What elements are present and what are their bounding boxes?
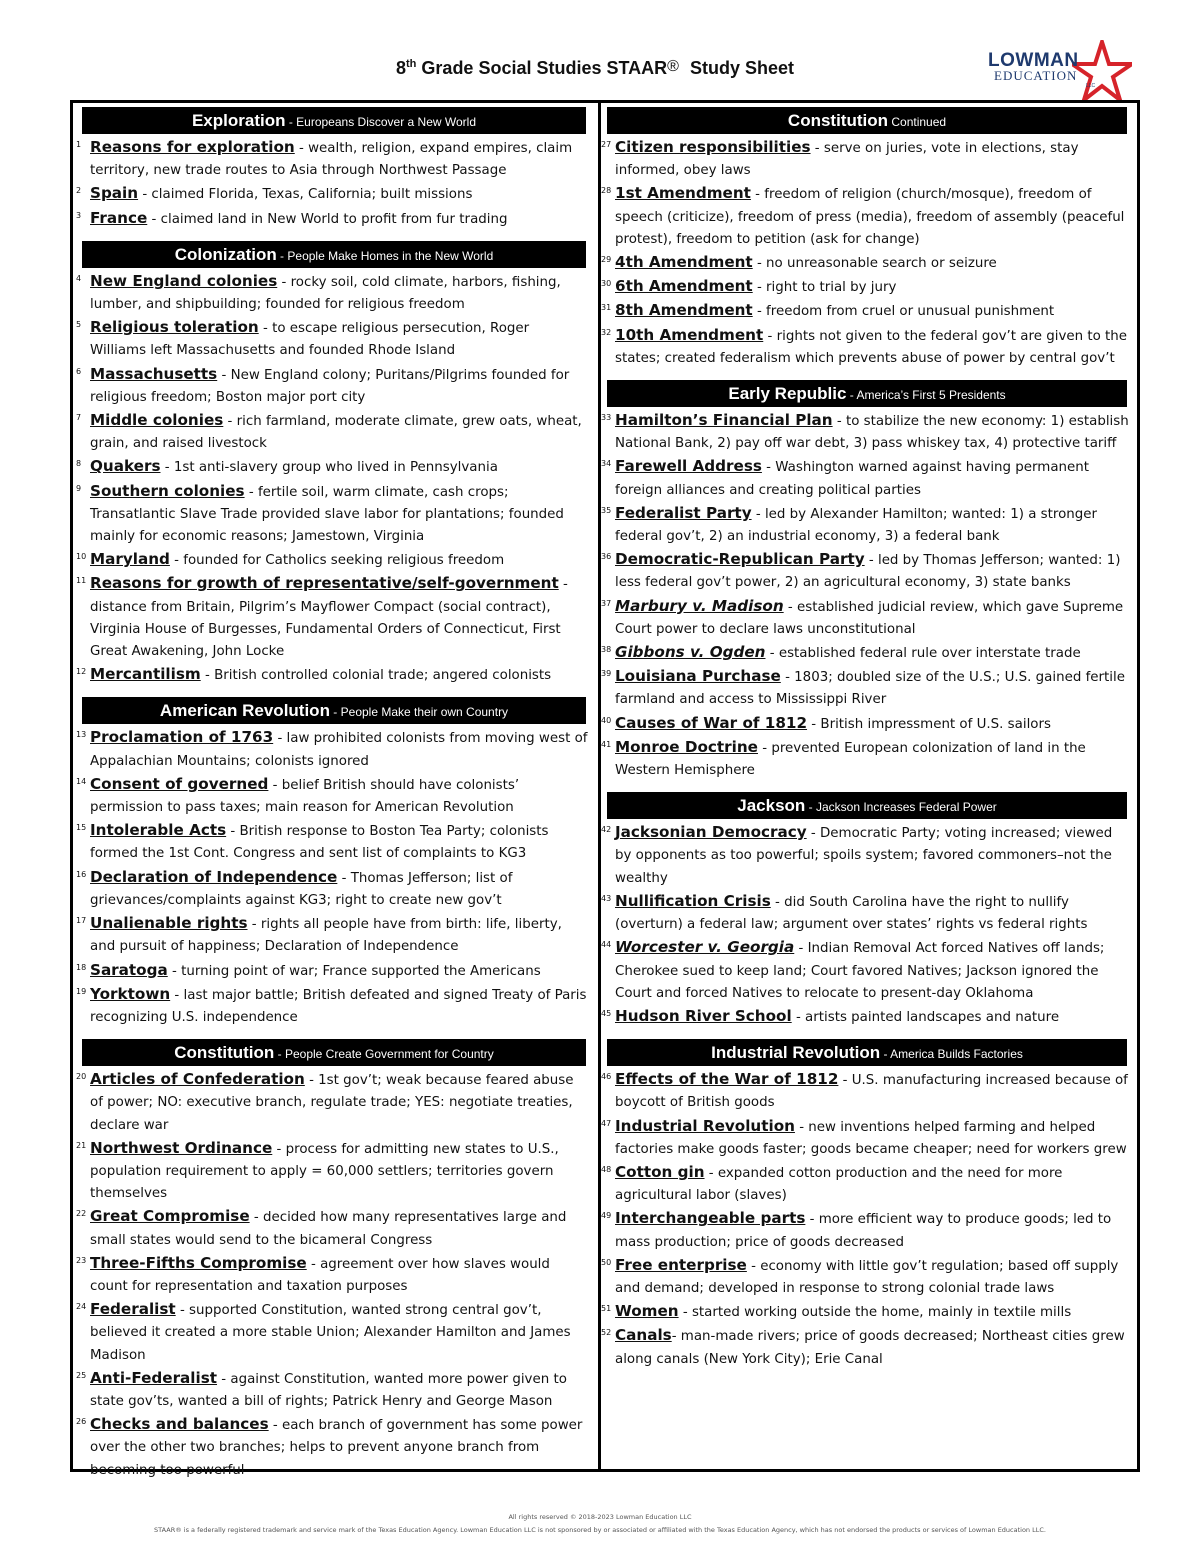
- study-item: [601, 548, 1131, 594]
- left-column: [76, 107, 588, 1492]
- item-term: Women: [615, 1302, 679, 1321]
- section-jackson: [601, 792, 1131, 1029]
- item-term: Canals: [615, 1326, 672, 1345]
- item-description: - decided how many representatives large and small states would send to the bicameral Congress: [90, 1210, 567, 1248]
- item-number: 11: [76, 576, 87, 586]
- study-item: [601, 299, 1131, 323]
- study-item: [76, 1252, 588, 1298]
- item-number: 12: [76, 667, 87, 677]
- section-heading: Constitution - People Create Government for Country: [82, 1039, 586, 1066]
- item-description: - 1803; doubled size of the U.S.; U.S. gained fertile farmland and access to Mississippi River: [615, 670, 1125, 708]
- title-text: Grade Social Studies STAAR: [421, 58, 668, 78]
- section-heading-subtitle: Europeans Discover a New World: [296, 115, 477, 129]
- item-description: - Washington warned against having permanent foreign alliances and creating political parties: [615, 460, 1090, 498]
- item-number: 36: [601, 552, 612, 562]
- item-number: 33: [601, 413, 612, 423]
- item-number: 1: [76, 140, 82, 149]
- item-description: - more efficient way to produce goods; led to mass production; price of goods decreased: [615, 1212, 1112, 1250]
- item-term: 10th Amendment: [615, 325, 764, 344]
- item-description: - belief British should have colonists’ permission to pass taxes; main reason for American Revolution: [90, 777, 520, 816]
- study-item: [76, 316, 588, 362]
- item-number: 19: [76, 986, 87, 996]
- study-item: [76, 959, 588, 983]
- footer-copyright: All rights reserved © 2018-2023 Lowman Education LLC: [508, 1513, 692, 1521]
- item-term: Cotton gin: [615, 1162, 705, 1181]
- section-heading-title: Colonization: [174, 244, 277, 264]
- study-item: [601, 1115, 1131, 1161]
- study-item: [601, 251, 1131, 275]
- study-item: [76, 363, 588, 409]
- item-description: - founded for Catholics seeking religious freedom: [169, 553, 505, 569]
- section-heading-subtitle: America’s First 5 Presidents: [856, 388, 1006, 403]
- item-number: 28: [601, 186, 612, 196]
- item-description: - rich farmland, moderate climate, grew oats, wheat, grain, and raised livestock: [90, 414, 582, 452]
- item-description: - British response to Boston Tea Party; colonists formed the 1st Cont. Congress and sent list of complaints to KG3: [90, 824, 549, 862]
- study-item: [76, 819, 588, 865]
- item-number: 27: [601, 140, 612, 149]
- item-term: Hudson River School: [615, 1006, 792, 1025]
- item-term: 4th Amendment: [615, 253, 753, 272]
- item-term: Gibbons v. Ogden: [615, 643, 766, 662]
- item-term: Southern colonies: [90, 481, 245, 500]
- item-number: 6: [76, 366, 82, 376]
- item-description: - serve on juries, vote in elections, stay informed, obey laws: [615, 141, 1079, 179]
- item-number: 23: [76, 1255, 87, 1265]
- item-term: Three-Fifths Compromise: [90, 1253, 307, 1272]
- item-term: Unalienable rights: [90, 914, 248, 933]
- item-number: 43: [601, 893, 612, 903]
- section-heading-subtitle: America Builds Factories: [890, 1047, 1023, 1062]
- study-item: [76, 572, 588, 663]
- item-term: Free enterprise: [615, 1255, 747, 1274]
- item-number: 4: [76, 273, 82, 283]
- item-term: Middle colonies: [90, 411, 224, 430]
- item-term: Democratic-Republican Party: [615, 550, 865, 569]
- section-heading: Jackson - Jackson Increases Federal Power: [607, 792, 1127, 819]
- item-description: - last major battle; British defeated and signed Treaty of Paris recognizing U.S. independence: [90, 987, 587, 1025]
- item-description: - rocky soil, cold climate, harbors, fishing, lumber, and shipbuilding; founded for religious freedom: [90, 274, 561, 313]
- item-term: Federalist Party: [615, 503, 752, 522]
- study-item: [601, 324, 1131, 370]
- item-number: 13: [76, 730, 87, 740]
- item-term: Nullification Crisis: [615, 891, 771, 910]
- item-number: 18: [76, 962, 87, 972]
- item-description: - process for admitting new states to U.S., population requirement to apply = 60,000 settlers; territories govern themselves: [90, 1141, 559, 1202]
- section-heading-title: Exploration: [191, 111, 286, 130]
- item-term: 1st Amendment: [615, 184, 751, 203]
- study-item: [76, 912, 588, 958]
- study-item: [601, 275, 1131, 299]
- item-description: - right to trial by jury: [752, 280, 897, 296]
- item-number: 51: [601, 1304, 612, 1314]
- section-heading-subtitle: People Create Government for Country: [284, 1047, 494, 1062]
- item-number: 8: [76, 459, 82, 469]
- item-description: - wealth, religion, expand empires, claim territory, new trade routes to Asia through Northwest Passage: [90, 141, 573, 179]
- item-description: - British controlled colonial trade; angered colonists: [200, 668, 552, 684]
- study-item: [76, 270, 588, 316]
- item-number: 10: [76, 552, 87, 562]
- study-item: [601, 409, 1131, 455]
- item-description: - led by Alexander Hamilton; wanted: 1) a stronger federal gov’t, 2) an industrial economy, 3) a federal bank: [615, 506, 1098, 545]
- study-item: [601, 821, 1131, 890]
- section-american-revolution: [76, 697, 588, 1029]
- item-term: Checks and balances: [90, 1415, 269, 1434]
- study-item: [601, 1324, 1131, 1370]
- item-number: 32: [601, 327, 612, 337]
- item-description: - turning point of war; France supported the Americans: [167, 963, 541, 979]
- item-description: - law prohibited colonists from moving west of Appalachian Mountains; colonists ignored: [90, 731, 588, 769]
- study-item: [601, 1207, 1131, 1253]
- item-description: - artists painted landscapes and nature: [791, 1009, 1060, 1025]
- item-term: Federalist: [90, 1300, 176, 1319]
- section-heading-title: Industrial Revolution: [711, 1043, 881, 1063]
- study-item: [76, 1413, 588, 1482]
- study-item: [601, 936, 1131, 1005]
- lowman-education-logo: [984, 40, 1134, 100]
- study-item: [76, 1367, 588, 1413]
- item-number: 17: [76, 916, 87, 926]
- item-number: 44: [601, 940, 612, 950]
- item-term: Reasons for exploration: [90, 138, 295, 156]
- item-term: Jacksonian Democracy: [615, 823, 807, 842]
- item-number: 16: [76, 869, 87, 879]
- study-item: [601, 712, 1131, 736]
- item-term: 8th Amendment: [615, 301, 753, 320]
- item-description: - new inventions helped farming and helped factories make goods faster; goods became cheaper; need for workers grew: [615, 1119, 1127, 1157]
- section-heading-title: Jackson: [737, 796, 806, 816]
- study-item: [601, 1300, 1131, 1324]
- item-term: Hamilton’s Financial Plan: [615, 411, 833, 430]
- item-number: 5: [76, 320, 82, 330]
- study-item: [76, 983, 588, 1029]
- item-number: 35: [601, 505, 612, 515]
- item-term: Industrial Revolution: [615, 1116, 795, 1135]
- item-term: Declaration of Independence: [90, 867, 338, 886]
- item-term: Mercantilism: [90, 665, 201, 684]
- right-column: [601, 107, 1131, 1381]
- item-number: 20: [76, 1072, 87, 1082]
- item-description: - Democratic Party; voting increased; viewed by opponents as too powerful; spoils system; favored commoners–not the wealthy: [615, 826, 1113, 886]
- section-heading: Exploration - Europeans Discover a New World: [82, 107, 586, 134]
- item-number: 7: [76, 413, 82, 423]
- study-item: [601, 1161, 1131, 1207]
- item-number: 38: [601, 645, 612, 655]
- title-grade-suffix: th: [406, 58, 417, 70]
- study-item: [76, 207, 588, 231]
- item-number: 47: [601, 1118, 612, 1128]
- item-description: - distance from Britain, Pilgrim’s Mayflower Compact (social contract), Virginia House of Burgesses, Fundamental Orders of Connecticut, First Great Awakening, John Locke: [90, 577, 568, 660]
- item-term: Farewell Address: [615, 457, 762, 476]
- study-item: [76, 663, 588, 687]
- item-term: Anti-Federalist: [90, 1368, 218, 1387]
- item-description: - New England colony; Puritans/Pilgrims founded for religious freedom; Boston major port city: [90, 367, 570, 405]
- item-number: 48: [601, 1164, 612, 1174]
- section-heading-title: Early Republic: [728, 384, 847, 404]
- item-term: Reasons for growth of representative/self-government: [90, 574, 559, 593]
- study-item: [76, 548, 588, 572]
- item-number: 25: [76, 1370, 87, 1380]
- item-description: - prevented European colonization of land in the Western Hemisphere: [615, 740, 1086, 779]
- study-item: [76, 182, 588, 206]
- item-description: - rights not given to the federal gov’t are given to the states; created federalism which prevents abuse of power by central gov’t: [615, 328, 1128, 366]
- study-item: [601, 502, 1131, 548]
- study-item: [76, 726, 588, 772]
- study-item: [76, 773, 588, 819]
- study-item: [76, 1137, 588, 1206]
- item-number: 30: [601, 279, 612, 289]
- item-term: Effects of the War of 1812: [615, 1070, 839, 1089]
- item-term: Massachusetts: [90, 364, 218, 383]
- item-description: - claimed land in New World to profit from fur trading: [147, 211, 508, 227]
- item-term: Intolerable Acts: [90, 821, 227, 840]
- study-item: [76, 1068, 588, 1137]
- item-description: - 1st gov’t; weak because feared abuse of power; NO: executive branch, regulate trade; YES: negotiate treaties, declare war: [90, 1073, 574, 1133]
- study-item: [601, 1068, 1131, 1114]
- item-number: 52: [601, 1328, 612, 1338]
- item-number: 24: [76, 1302, 87, 1312]
- study-item: [76, 1298, 588, 1367]
- study-item: [76, 409, 588, 455]
- item-description: - freedom of religion (church/mosque), freedom of speech (criticize), freedom of press (media), freedom of assembly (peaceful protest), freedom to petition (ask for change): [615, 187, 1125, 247]
- item-description: - agreement over how slaves would count for representation and taxation purposes: [90, 1256, 550, 1294]
- logo-line2: EDUCATION: [994, 68, 1078, 83]
- item-description: - to escape religious persecution, Roger Williams left Massachusetts and founded Rhode Island: [90, 321, 530, 359]
- item-number: 3: [76, 210, 82, 220]
- item-description: - fertile soil, warm climate, cash crops; Transatlantic Slave Trade provided slave labor for plantations; founded mainly for economic reasons; Jamestown, Virginia: [90, 484, 564, 545]
- study-item: [76, 866, 588, 912]
- item-description: - started working outside the home, mainly in textile mills: [678, 1305, 1072, 1321]
- item-term: Spain: [90, 184, 139, 203]
- item-term: New England colonies: [90, 271, 278, 290]
- item-number: 41: [601, 739, 612, 749]
- item-term: Maryland: [90, 550, 170, 569]
- item-description: - supported Constitution, wanted strong central gov’t, believed it created a more stable Union; Alexander Hamilton and James Madison: [90, 1303, 571, 1363]
- section-constitution: [76, 1039, 588, 1482]
- item-number: 45: [601, 1008, 612, 1018]
- section-exploration: [76, 107, 588, 231]
- item-number: 46: [601, 1072, 612, 1082]
- study-item: [76, 136, 588, 182]
- item-term: France: [90, 208, 148, 227]
- study-item: [601, 641, 1131, 665]
- item-term: Interchangeable parts: [615, 1209, 806, 1228]
- item-term: Yorktown: [90, 984, 171, 1003]
- item-term: Saratoga: [90, 960, 168, 979]
- item-description: - U.S. manufacturing increased because of boycott of British goods: [615, 1073, 1128, 1111]
- section-heading: American Revolution - People Make their own Country: [82, 697, 586, 724]
- study-item: [76, 1205, 588, 1251]
- item-number: 34: [601, 459, 612, 469]
- item-description: - to stabilize the new economy: 1) establish National Bank, 2) pay off war debt, 3) pass whiskey tax, 4) protective tariff: [615, 414, 1129, 452]
- item-term: 6th Amendment: [615, 277, 753, 296]
- item-description: - did South Carolina have the right to nullify (overturn) a federal law; argument over states’ rights vs federal rights: [615, 894, 1088, 933]
- logo-line1: LOWMAN: [988, 50, 1079, 71]
- item-description: - Indian Removal Act forced Natives off lands; Cherokee sued to keep land; Court favored Natives; Jackson ignored the Court and forced Natives to relocate to present-day Oklahoma: [615, 941, 1105, 1001]
- item-number: 49: [601, 1211, 612, 1221]
- item-description: - freedom from cruel or unusual punishment: [752, 304, 1055, 320]
- item-number: 40: [601, 715, 612, 725]
- item-description: - Thomas Jefferson; list of grievances/complaints against KG3; right to create new gov’t: [90, 870, 513, 908]
- item-term: Quakers: [90, 457, 161, 476]
- item-description: - led by Thomas Jefferson; wanted: 1) less federal gov’t power, 2) an agricultural economy, 3) state banks: [615, 553, 1121, 591]
- section-heading-title: Constitution: [174, 1043, 275, 1063]
- title-grade: 8: [396, 58, 407, 78]
- study-item: [601, 736, 1131, 782]
- section-heading-title: American Revolution: [159, 701, 330, 721]
- item-term: Monroe Doctrine: [615, 737, 758, 756]
- item-description: - each branch of government has some power over the other two branches; helps to prevent anyone branch from becoming too powerful: [90, 1418, 583, 1478]
- item-number: 26: [76, 1417, 87, 1427]
- item-number: 15: [76, 823, 87, 833]
- item-description: - 1st anti-slavery group who lived in Pennsylvania: [160, 460, 498, 476]
- item-description: - economy with little gov’t regulation; based off supply and demand; developed in response to strong colonial trade laws: [615, 1258, 1119, 1296]
- item-description: - against Constitution, wanted more power given to state gov’ts, wanted a bill of rights; Patrick Henry and George Mason: [90, 1371, 567, 1409]
- section-heading: Early Republic - America’s First 5 Presidents: [607, 380, 1127, 407]
- item-description: - established judicial review, which gave Supreme Court power to declare laws unconstitutional: [615, 599, 1124, 637]
- item-number: 39: [601, 669, 612, 679]
- item-description: - established federal rule over interstate trade: [765, 646, 1081, 662]
- item-description: - British impressment of U.S. sailors: [807, 716, 1051, 732]
- section-colonization: [76, 241, 588, 688]
- item-term: Religious toleration: [90, 318, 259, 337]
- item-term: Proclamation of 1763: [90, 728, 274, 747]
- study-item: [601, 1005, 1131, 1029]
- footer-trademark: STAAR® is a federally registered trademark and service mark of the Texas Education Agency. Lowman Education LLC is not sponsored by or associated or affiliated with the Texas Education Agency, which has not endorsed the products or services of Lowman Education LLC.: [154, 1526, 1046, 1534]
- section-heading-subtitle: Continued: [891, 115, 947, 129]
- study-item: [601, 665, 1131, 711]
- section-heading-subtitle: Jackson Increases Federal Power: [815, 800, 997, 815]
- item-description: - expanded cotton production and the need for more agricultural labor (slaves): [615, 1165, 1063, 1204]
- study-item: [76, 455, 588, 479]
- item-term: Causes of War of 1812: [615, 713, 808, 732]
- section-heading-subtitle: People Make their own Country: [340, 705, 509, 720]
- item-description: - rights all people have from birth: life, liberty, and pursuit of happiness; Declaration of Independence: [90, 917, 562, 955]
- item-description: - no unreasonable search or seizure: [752, 256, 997, 272]
- item-number: 21: [76, 1140, 87, 1150]
- item-term: Louisiana Purchase: [615, 667, 781, 686]
- section-heading-title: Constitution: [787, 111, 889, 130]
- item-number: 31: [601, 303, 612, 313]
- item-number: 29: [601, 255, 612, 265]
- item-description: - claimed Florida, Texas, California; built missions: [138, 187, 473, 203]
- title-registered-mark: ®: [667, 58, 679, 75]
- item-number: 22: [76, 1209, 87, 1219]
- item-term: Marbury v. Madison: [615, 596, 784, 615]
- section-industrial-revolution: [601, 1039, 1131, 1371]
- section-heading-subtitle: People Make Homes in the New World: [287, 248, 494, 263]
- study-item: [601, 1254, 1131, 1300]
- section-heading: Colonization - People Make Homes in the New World: [82, 241, 586, 268]
- title-end: Study Sheet: [689, 58, 794, 78]
- item-term: Worcester v. Georgia: [615, 938, 795, 957]
- star-icon: [1072, 40, 1132, 102]
- item-term: Northwest Ordinance: [90, 1138, 273, 1157]
- item-description: - man-made rivers; price of goods decreased; Northeast cities grew along canals (New York City); Erie Canal: [615, 1329, 1125, 1367]
- study-item: [601, 595, 1131, 641]
- section-heading: [607, 107, 1127, 134]
- item-term: Great Compromise: [90, 1207, 250, 1226]
- item-term: Articles of Confederation: [90, 1070, 305, 1089]
- section-heading: Industrial Revolution - America Builds Factories: [607, 1039, 1127, 1066]
- item-number: 9: [76, 483, 82, 493]
- study-item: [601, 136, 1131, 182]
- logo-line3: LLC: [1086, 83, 1096, 89]
- item-term: Consent of governed: [90, 774, 269, 793]
- section-constitution: [601, 107, 1131, 370]
- item-number: 14: [76, 776, 87, 786]
- item-number: 50: [601, 1257, 612, 1267]
- item-term: Citizen responsibilities: [615, 138, 811, 156]
- item-number: 42: [601, 825, 612, 835]
- study-item: [601, 455, 1131, 501]
- study-item: [601, 890, 1131, 936]
- study-item: [601, 182, 1131, 251]
- study-item: [76, 480, 588, 549]
- item-number: 2: [76, 186, 82, 196]
- item-number: 37: [601, 598, 612, 608]
- section-early-republic: [601, 380, 1131, 782]
